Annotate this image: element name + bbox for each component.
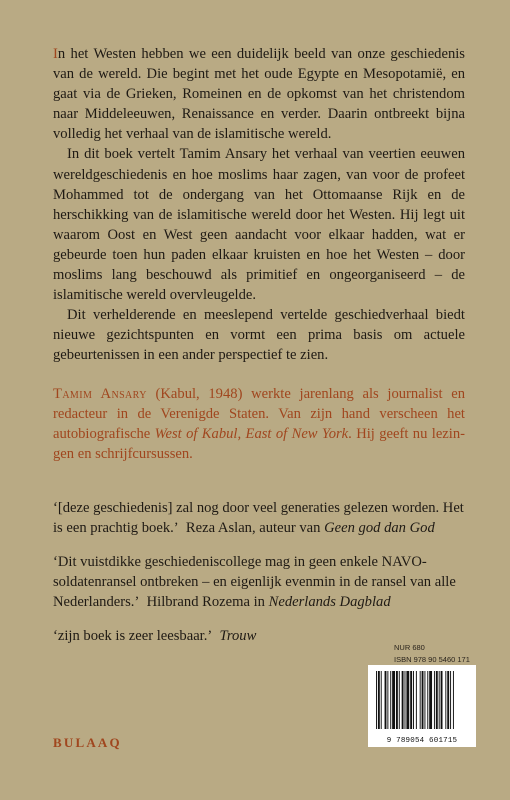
blurb-paragraph-1: In het Westen hebben we een duidelijk beeld van onze geschiedenis van de wereld. Die begint met het oude Egypte en Mesopotamië, en gaat via de Grieken, Romeinen en de opkomst van het christendom naar Middeleeuwen, Renaissance en verder. Daarin ontbreekt bijna volledig het verhaal van de islamitische wereld. — [53, 46, 465, 143]
blurb — [53, 44, 465, 366]
drop-initial: I — [53, 46, 58, 62]
review-quote: ‘zijn boek is zeer leesbaar.’ Trouw — [53, 628, 257, 645]
author-bio: Tamim Ansary (Kabul, 1948) werkte jarenlang als journalist en redacteur in de Verenigde Staten. Van zijn hand verscheen het autobiografische West of Kabul, East of New York. Hij geeft nu lezingen en schrijfcursussen. — [53, 386, 466, 463]
nur-code: NUR 680 — [394, 643, 425, 652]
author-book-title: West of Kabul, East of New York — [154, 426, 349, 443]
author-name: Tamim Ansary — [53, 386, 147, 402]
barcode — [368, 665, 476, 747]
blurb-paragraph-3: Dit verhelderende en meeslepend vertelde geschiedverhaal biedt nieuwe gezichtspunten en vormt een prima basis om actuele gebeurtenissen in een ander perspectief te zien. — [53, 307, 465, 364]
isbn-number: ISBN 978 90 5460 171 — [394, 655, 470, 664]
blurb-paragraph-2: In dit boek vertelt Tamim Ansary het verhaal van veertien eeuwen wereldgeschiedenis en hoe moslims haar zagen, van voor de profeet Mohammed tot de ondergang van het Ottomaanse Rijk en de herschikking van de islamitische wereld door het Westen. Hij legt uit waarom Oost en West geen aandacht voor elkaar hadden, wat er gebeurde toen hun paden elkaar kruisten en hoe het Westen – door moslims lang beschouwd als primitief en ongeorganiseerd – de islamitische wereld overvleugelde. — [53, 146, 465, 304]
barcode-bars-icon — [368, 665, 476, 735]
review-quotes — [53, 498, 465, 661]
review-quote: ‘Dit vuistdikke geschiedeniscollege mag in geen enkele NAVO-soldatenransel ontbreken – en eigenlijk evenmin in de ransel van alle Nederlanders.’ Hilbrand Rozema in Nederlands Dagblad — [53, 554, 456, 611]
publisher-logo: BULAAQ — [53, 735, 122, 750]
review-quote: ‘[deze geschiedenis] zal nog door veel generaties gelezen worden. Het is een prachtig boek.’ Reza Aslan, auteur van Geen god dan God — [53, 500, 464, 537]
barcode-digits: 9 789054 601715 — [386, 737, 458, 745]
